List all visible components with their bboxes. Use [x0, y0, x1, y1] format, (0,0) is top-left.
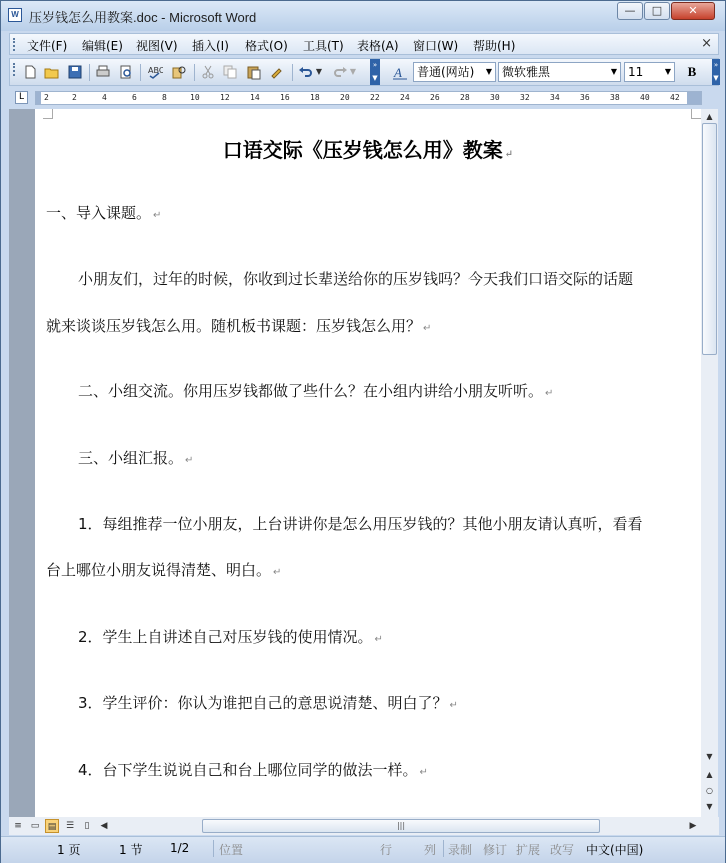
ruler-number: 4: [102, 93, 107, 102]
status-separator: [443, 840, 444, 857]
menu-help[interactable]: 帮助(H): [473, 39, 516, 53]
print-preview-icon[interactable]: [118, 64, 134, 80]
status-column: 列: [424, 843, 437, 857]
minimize-button[interactable]: —: [617, 2, 643, 20]
svg-text:A: A: [394, 65, 402, 80]
horizontal-scroll-area: [9, 817, 719, 835]
menu-view[interactable]: 视图(V): [136, 39, 178, 53]
redo-icon[interactable]: [332, 64, 348, 80]
vertical-scroll-thumb[interactable]: [702, 123, 717, 355]
menu-table[interactable]: 表格(A): [357, 39, 399, 53]
document-title: 口语交际《压岁钱怎么用》教案 ↵: [222, 138, 514, 162]
font-size-value: 11: [628, 65, 644, 79]
save-icon[interactable]: [67, 64, 83, 80]
ruler-number: 24: [400, 93, 410, 102]
outline-view-icon[interactable]: ☰: [65, 821, 75, 831]
toolbar-grip-handle[interactable]: [13, 63, 17, 76]
status-bar: [1, 836, 725, 863]
ruler-number: 10: [190, 93, 200, 102]
ruler-number: 12: [220, 93, 230, 102]
status-record[interactable]: 录制: [448, 843, 473, 857]
select-browse-object-icon[interactable]: ○: [706, 786, 713, 795]
ruler-number: 26: [430, 93, 440, 102]
ruler-number: 22: [370, 93, 380, 102]
toolbar-overflow-icon[interactable]: » ▼: [370, 59, 380, 85]
styles-pane-icon[interactable]: [392, 64, 408, 80]
menu-format[interactable]: 格式(O): [245, 39, 288, 53]
menu-edit[interactable]: 编辑(E): [82, 39, 123, 53]
status-page: 1 页: [57, 843, 81, 857]
close-button[interactable]: ✕: [671, 2, 715, 20]
cut-icon[interactable]: [200, 64, 216, 80]
paragraph: 三、小组汇报。 ↵: [78, 449, 194, 467]
paste-icon[interactable]: [246, 64, 262, 80]
spelling-icon[interactable]: [147, 64, 163, 80]
ruler-number: 28: [460, 93, 470, 102]
document-page[interactable]: [35, 109, 701, 817]
horizontal-scroll-thumb[interactable]: |||: [202, 819, 600, 833]
normal-view-icon[interactable]: ≡: [14, 821, 22, 831]
format-painter-icon[interactable]: [269, 64, 285, 80]
status-track-changes[interactable]: 修订: [483, 843, 508, 857]
status-overtype[interactable]: 改写: [550, 843, 575, 857]
font-select[interactable]: [498, 62, 621, 82]
vertical-scrollbar[interactable]: [701, 109, 718, 817]
style-select-value: 普通(网站): [417, 65, 475, 79]
menu-tools[interactable]: 工具(T): [303, 39, 344, 53]
style-select[interactable]: [413, 62, 496, 82]
status-language[interactable]: 中文(中国): [586, 843, 644, 857]
paragraph: 1．每组推荐一位小朋友，上台讲讲你是怎么用压岁钱的？其他小朋友请认真听，看看: [78, 515, 643, 533]
redo-dropdown-icon[interactable]: ▼: [349, 67, 357, 76]
paragraph: 二、小组交流。你用压岁钱都做了些什么？在小组内讲给小朋友听听。 ↵: [78, 382, 554, 400]
previous-page-icon[interactable]: ▲: [706, 770, 713, 779]
ruler-number: 8: [162, 93, 167, 102]
status-page-of: 1/2: [170, 841, 190, 855]
font-size-select[interactable]: [624, 62, 675, 82]
font-select-value: 微软雅黑: [502, 65, 551, 79]
print-layout-view-icon[interactable]: ▤: [45, 819, 59, 833]
web-layout-view-icon[interactable]: ▭: [30, 821, 40, 831]
window-title: 压岁钱怎么用教案.doc - Microsoft Word: [29, 10, 257, 25]
paragraph: 2．学生上自讲述自己对压岁钱的使用情况。 ↵: [78, 628, 383, 646]
toolbar-separator: [89, 64, 90, 81]
copy-icon[interactable]: [222, 64, 238, 80]
svg-text:ABC: ABC: [148, 66, 163, 75]
paragraph: 小朋友们，过年的时候，你收到过长辈送给你的压岁钱吗？今天我们口语交际的话题: [78, 270, 634, 288]
maximize-button[interactable]: □: [644, 2, 670, 20]
paragraph: 4．台下学生说说自己和台上哪位同学的做法一样。 ↵: [78, 761, 428, 779]
ruler-number: 40: [640, 93, 650, 102]
scroll-down-icon[interactable]: ▼: [706, 752, 713, 761]
paragraph: 台上哪位小朋友说得清楚、明白。 ↵: [46, 561, 282, 579]
menu-file[interactable]: 文件(F): [27, 39, 68, 53]
margin-corner-mark: [43, 109, 53, 119]
paragraph: 一、导入课题。 ↵: [46, 204, 162, 222]
status-position: 位置: [219, 843, 244, 857]
paragraph: 3．学生评价：你认为谁把自己的意思说清楚、明白了？ ↵: [78, 694, 458, 712]
ruler-number: 2: [44, 93, 49, 102]
scroll-left-icon[interactable]: ◀: [100, 821, 108, 831]
new-doc-icon[interactable]: [22, 64, 38, 80]
ruler-number: 32: [520, 93, 530, 102]
scroll-up-icon[interactable]: ▲: [706, 112, 713, 121]
undo-icon[interactable]: [298, 64, 314, 80]
ruler-number: 38: [610, 93, 620, 102]
menu-bar: [9, 33, 719, 55]
ruler-number: 34: [550, 93, 560, 102]
ruler-number: 36: [580, 93, 590, 102]
ruler-number: 14: [250, 93, 260, 102]
ruler-number: 30: [490, 93, 500, 102]
chevron-down-icon: ▼: [610, 67, 618, 76]
chevron-down-icon: ▼: [485, 67, 493, 76]
menu-insert[interactable]: 插入(I): [192, 39, 229, 53]
close-document-icon[interactable]: ×: [701, 36, 712, 51]
toolbar-separator: [140, 64, 141, 81]
status-extend[interactable]: 扩展: [516, 843, 541, 857]
next-page-icon[interactable]: ▼: [706, 802, 713, 811]
document-area[interactable]: [9, 109, 701, 817]
open-folder-icon[interactable]: [44, 64, 60, 80]
word-app-icon[interactable]: W: [8, 8, 22, 22]
ruler-row: [9, 89, 719, 107]
toolbar-separator: [194, 64, 195, 81]
scroll-right-icon[interactable]: ▶: [689, 821, 697, 831]
title-bar: [1, 1, 725, 31]
menu-window[interactable]: 窗口(W): [413, 39, 459, 53]
ruler-number: 16: [280, 93, 290, 102]
ruler-number: 6: [132, 93, 137, 102]
bold-button[interactable]: B: [687, 64, 697, 79]
ruler-left-margin: [36, 92, 41, 104]
chevron-down-icon: ▼: [664, 67, 672, 76]
tab-selector[interactable]: L: [15, 91, 28, 104]
ruler-number: 42: [670, 93, 680, 102]
status-line: 行: [380, 843, 393, 857]
ruler-number: 18: [310, 93, 320, 102]
research-icon[interactable]: [171, 64, 187, 80]
formatting-toolbar: [9, 58, 719, 86]
ruler-number: 2: [72, 93, 77, 102]
margin-corner-mark: [691, 109, 701, 119]
print-icon[interactable]: [95, 64, 111, 80]
ruler-right-margin: [687, 92, 701, 104]
menu-grip-handle[interactable]: [13, 38, 17, 51]
undo-dropdown-icon[interactable]: ▼: [315, 67, 323, 76]
status-section: 1 节: [119, 843, 143, 857]
paragraph: 就来谈谈压岁钱怎么用。随机板书课题：压岁钱怎么用？ ↵: [46, 317, 432, 335]
toolbar-separator: [292, 64, 293, 81]
toolbar-overflow-icon[interactable]: » ▼: [712, 59, 720, 85]
reading-layout-view-icon[interactable]: ▯: [84, 821, 90, 831]
ruler-number: 20: [340, 93, 350, 102]
horizontal-ruler[interactable]: [35, 91, 702, 105]
status-separator: [213, 840, 214, 857]
